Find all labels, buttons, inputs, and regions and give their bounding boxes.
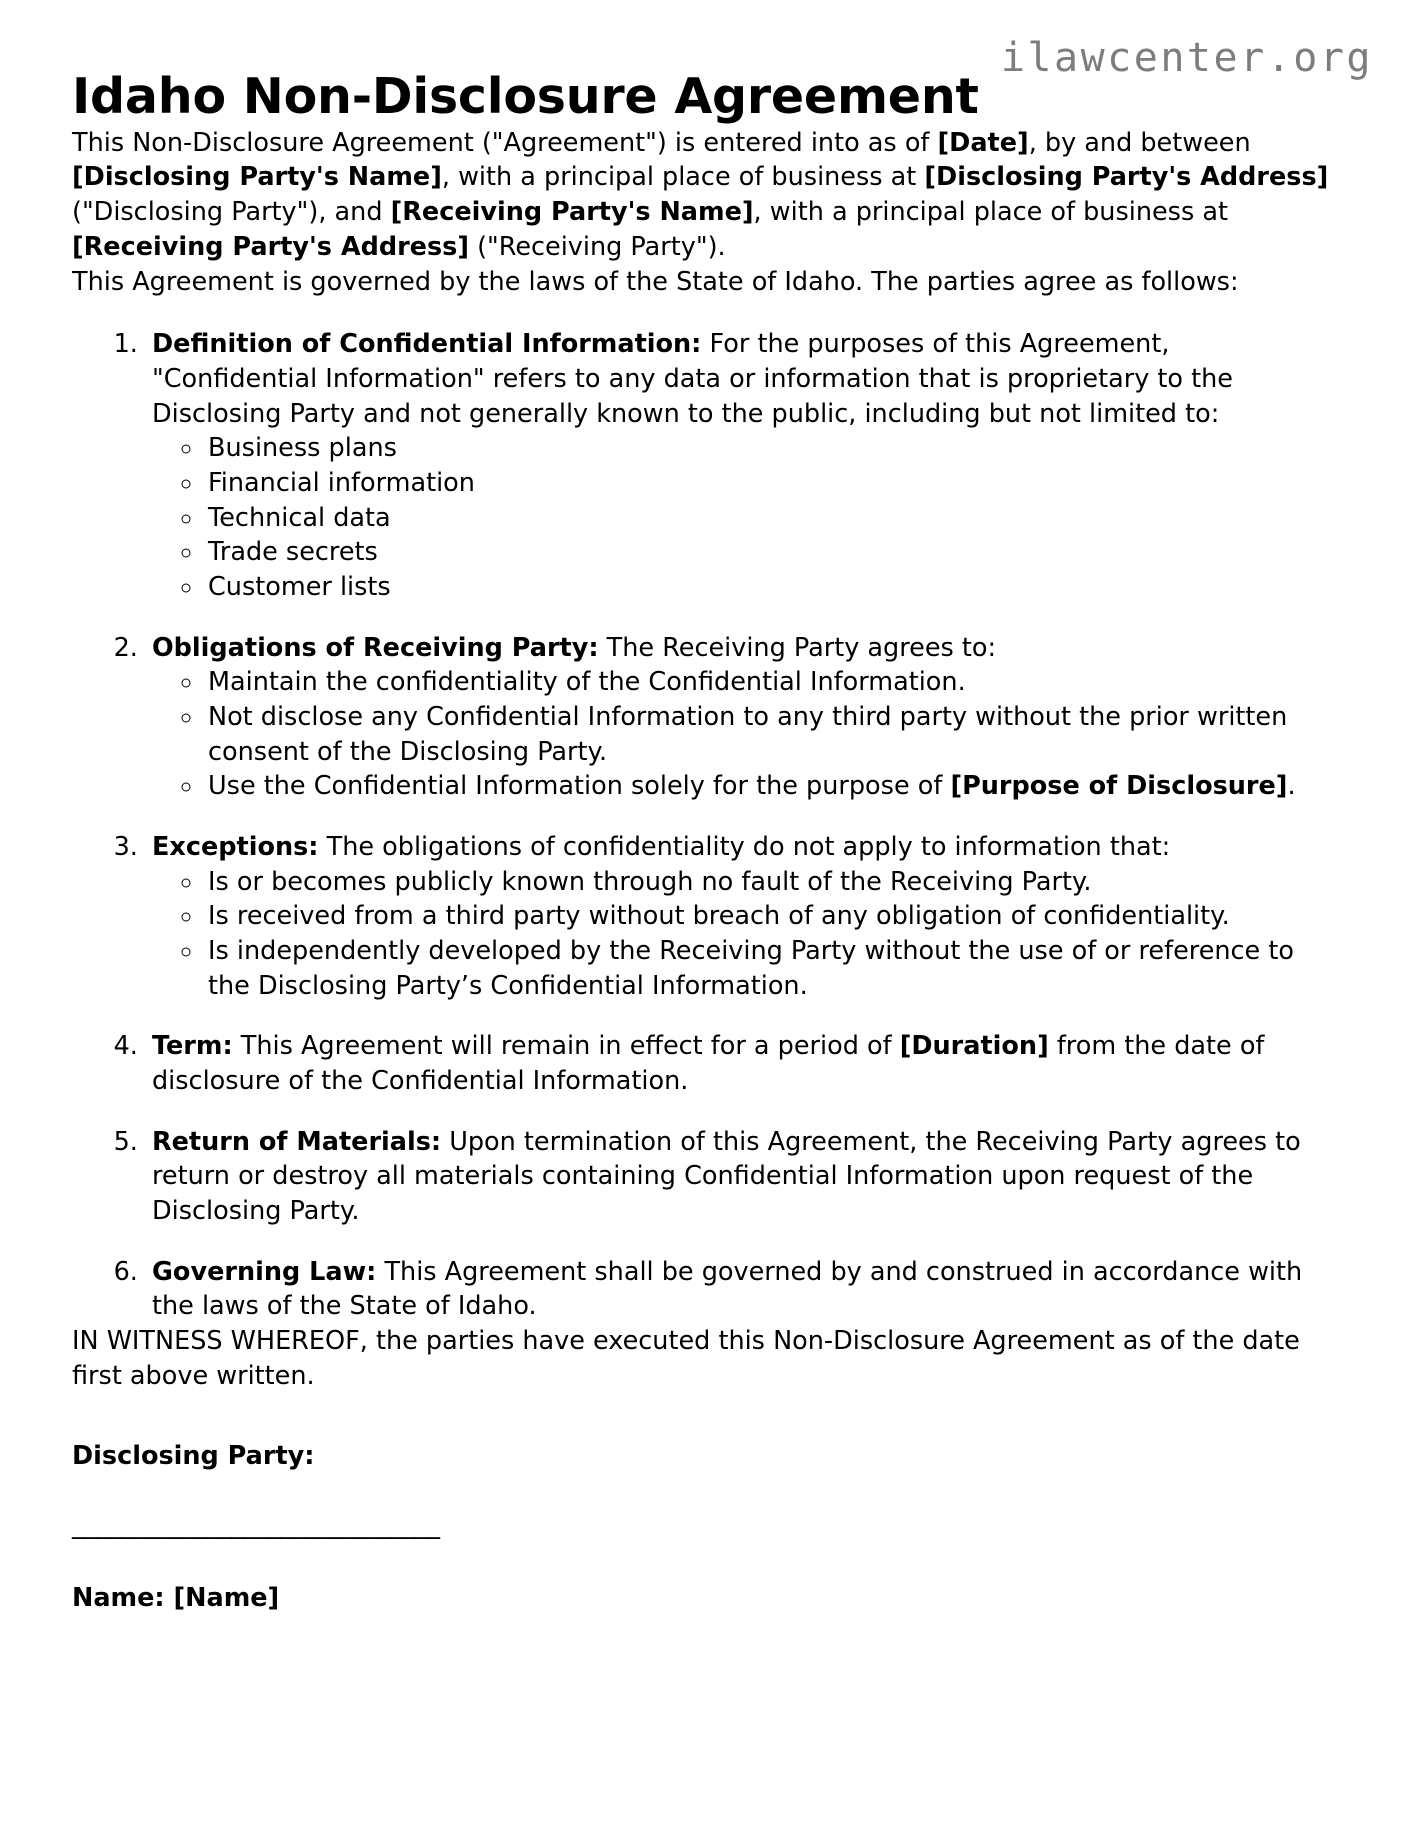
intro-paragraph-parties: [72, 126, 1339, 265]
signature-name-label: Name: [Name]: [72, 1582, 280, 1613]
list-item: [204, 431, 1339, 466]
list-item: [204, 865, 1339, 900]
closing-paragraph: IN WITNESS WHEREOF, the parties have executed this Non-Disclosure Agreement as of the date first above written.: [72, 1325, 1300, 1391]
text-run: Customer lists: [208, 571, 391, 602]
placeholder-field: [Duration]: [899, 1031, 1049, 1062]
text-run: from the date of disclosure of the Confidential Information.: [152, 1031, 1265, 1096]
list-item: [204, 665, 1339, 700]
list-item: [204, 700, 1339, 769]
clause-heading: Term:: [152, 1031, 233, 1062]
clause-body: The Receiving Party agrees to:: [598, 632, 997, 663]
clause-item: [146, 830, 1339, 1003]
text-run: Is or becomes publicly known through no fault of the Receiving Party.: [208, 866, 1092, 897]
clause-list: [72, 327, 1339, 1324]
text-run: ("Receiving Party").: [468, 231, 726, 262]
clause-sub-list: [152, 865, 1339, 1004]
clause-heading: Return of Materials:: [152, 1126, 442, 1157]
site-watermark: ilawcenter.org: [1000, 35, 1373, 81]
clause-heading: Definition of Confidential Information:: [152, 329, 702, 360]
text-run: Is independently developed by the Receiving Party without the use of or reference to the Disclosing Party’s Confidential Information.: [208, 935, 1294, 1001]
placeholder-field: [Purpose of Disclosure]: [950, 771, 1288, 802]
text-run: .: [1287, 771, 1296, 802]
list-item: [204, 501, 1339, 536]
clause-body: Upon termination of this Agreement, the Receiving Party agrees to return or destroy all materials containing Confidential Information upon request of the Disclosing Party.: [152, 1126, 1301, 1226]
text-run: , with a principal place of business at: [441, 162, 925, 193]
text-run: This Non-Disclosure Agreement ("Agreement") is entered into as of: [72, 127, 938, 158]
placeholder-field: [Receiving Party's Address]: [72, 231, 469, 262]
clause-sub-list: [152, 665, 1339, 804]
text-run: ("Disclosing Party"), and: [72, 197, 391, 228]
clause-body: For the purposes of this Agreement, "Confidential Information" refers to any data or information that is proprietary to the Disclosing Party and not generally known to the public, including but not limited to:: [152, 329, 1233, 429]
text-run: Not disclose any Confidential Information to any third party without the prior written consent of the Disclosing Party.: [208, 701, 1288, 767]
clause-body: This Agreement shall be governed by and construed in accordance with the laws of the State of Idaho.: [152, 1256, 1303, 1322]
disclosing-party-heading: Disclosing Party:: [72, 1441, 315, 1472]
signature-line[interactable]: ______________________________: [72, 1509, 440, 1540]
text-run: Maintain the confidentiality of the Confidential Information.: [208, 667, 966, 698]
clause-item: [146, 1029, 1339, 1098]
clause-item: [146, 1125, 1339, 1229]
text-run: Is received from a third party without breach of any obligation of confidentiality.: [208, 901, 1230, 932]
text-run: , with a principal place of business at: [753, 197, 1228, 228]
placeholder-field: [Receiving Party's Name]: [390, 197, 754, 228]
list-item: [204, 466, 1339, 501]
list-item: [204, 899, 1339, 934]
text-run: This Agreement will remain in effect for a period of: [232, 1031, 900, 1062]
text-run: Business plans: [208, 433, 397, 464]
page-title: Idaho Non-Disclosure Agreement: [72, 68, 979, 125]
intro-paragraph-governing: [72, 265, 1339, 300]
placeholder-field: [Disclosing Party's Address]: [924, 162, 1329, 193]
list-item: [204, 934, 1339, 1003]
list-item: [204, 769, 1339, 804]
clause-item: [146, 1255, 1339, 1324]
clause-body: The obligations of confidentiality do not apply to information that:: [318, 831, 1171, 862]
list-item: [204, 535, 1339, 570]
clause-heading: Exceptions:: [152, 831, 319, 862]
text-run: , by and between: [1028, 127, 1251, 158]
placeholder-field: [Date]: [937, 127, 1029, 158]
clause-heading: Obligations of Receiving Party:: [152, 632, 599, 663]
placeholder-field: [Disclosing Party's Name]: [72, 162, 442, 193]
text-run: Use the Confidential Information solely for the purpose of: [208, 771, 951, 802]
clause-heading: Governing Law:: [152, 1256, 377, 1287]
clause-sub-list: [152, 431, 1339, 604]
text-run: Trade secrets: [208, 537, 378, 568]
clause-item: [146, 631, 1339, 804]
text-run: Technical data: [208, 502, 391, 533]
list-item: [204, 570, 1339, 605]
clause-item: [146, 327, 1339, 604]
text-run: Financial information: [208, 467, 475, 498]
text-run: This Agreement is governed by the laws of the State of Idaho. The parties agree as follows:: [72, 266, 1239, 297]
